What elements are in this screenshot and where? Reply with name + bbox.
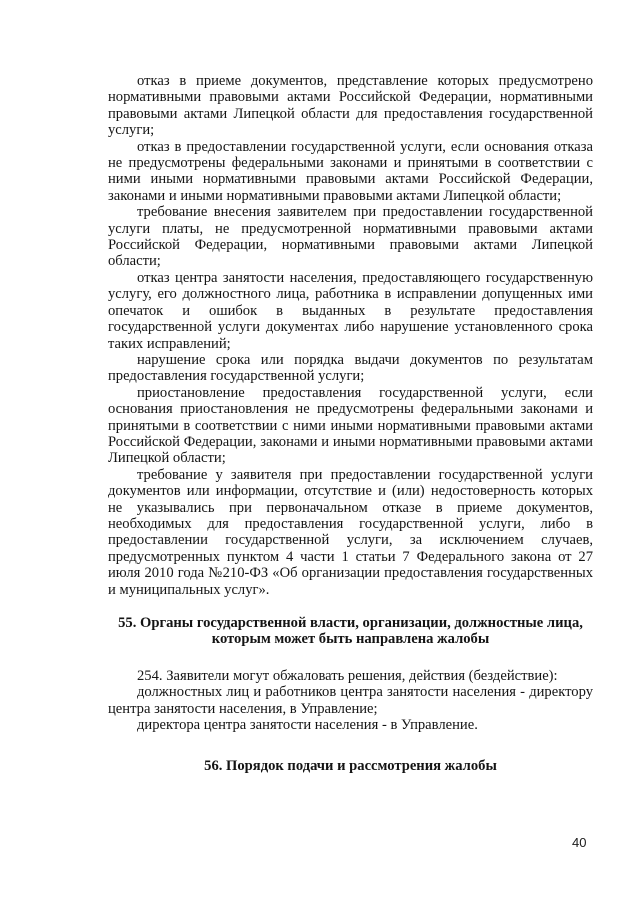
list-item-refusal-documents: отказ в приеме документов, представление которых предусмотрено нормативными правовыми актами Российской Федерации, нормативными правовыми актами Липецкой области для предоставления государственной услуги; <box>108 73 593 139</box>
list-item-document-requirement: требование у заявителя при предоставлении государственной услуги документов или информации, отсутствие и (или) недостоверность которых не указывались при первоначальном отказе в приеме документов, необходимых для предоставления государственной услуги, либо в предоставлении государственной услуги, за исключением случаев, предусмотренных пунктом 4 части 1 статьи 7 Федерального закона от 27 июля 2010 года №210-ФЗ «Об организации предоставления государственных и муниципальных услуг». <box>108 466 593 598</box>
list-item-director-appeal: директора центра занятости населения - в Управление. <box>137 717 478 734</box>
section-heading-55: 55. Органы государственной власти, организации, должностные лица, которым может быть направлена жалобы <box>118 615 583 648</box>
document-body <box>108 73 593 775</box>
list-item-officials-appeal: должностных лиц и работников центра занятости населения - директору центра занятости населения, в Управление; <box>108 684 593 717</box>
paragraph-254: 254. Заявители могут обжаловать решения, действия (бездействие): <box>137 667 558 684</box>
page-number: 40 <box>572 835 587 850</box>
list-item-suspension: приостановление предоставления государственной услуги, если основания приостановления не предусмотрены федеральными законами и принятыми в соответствии с ними иными нормативными правовыми актами Российской Федерации, законами и иными нормативными правовыми актами Липецкой области; <box>108 384 593 467</box>
list-item-refusal-service: отказ в предоставлении государственной услуги, если основания отказа не предусмотрены федеральными законами и принятыми в соответствии с ними иными нормативными правовыми актами Российской Федерации, законами и иными нормативными правовыми актами Липецкой области; <box>108 138 593 204</box>
list-item-refusal-corrections: отказ центра занятости населения, предоставляющего государственную услугу, его должностного лица, работника в исправлении допущенных ими опечаток и ошибок в выданных в результате предоставления государственной услуги документах либо нарушение установленного срока таких исправлений; <box>108 269 593 352</box>
list-item-payment-requirement: требование внесения заявителем при предоставлении государственной услуги платы, не предусмотренной нормативными правовыми актами Российской Федерации, нормативными правовыми актами Липецкой области; <box>108 204 593 270</box>
section-heading-56: 56. Порядок подачи и рассмотрения жалобы <box>204 758 497 775</box>
list-item-issuance-violation: нарушение срока или порядка выдачи документов по результатам предоставления государственной услуги; <box>108 351 593 385</box>
